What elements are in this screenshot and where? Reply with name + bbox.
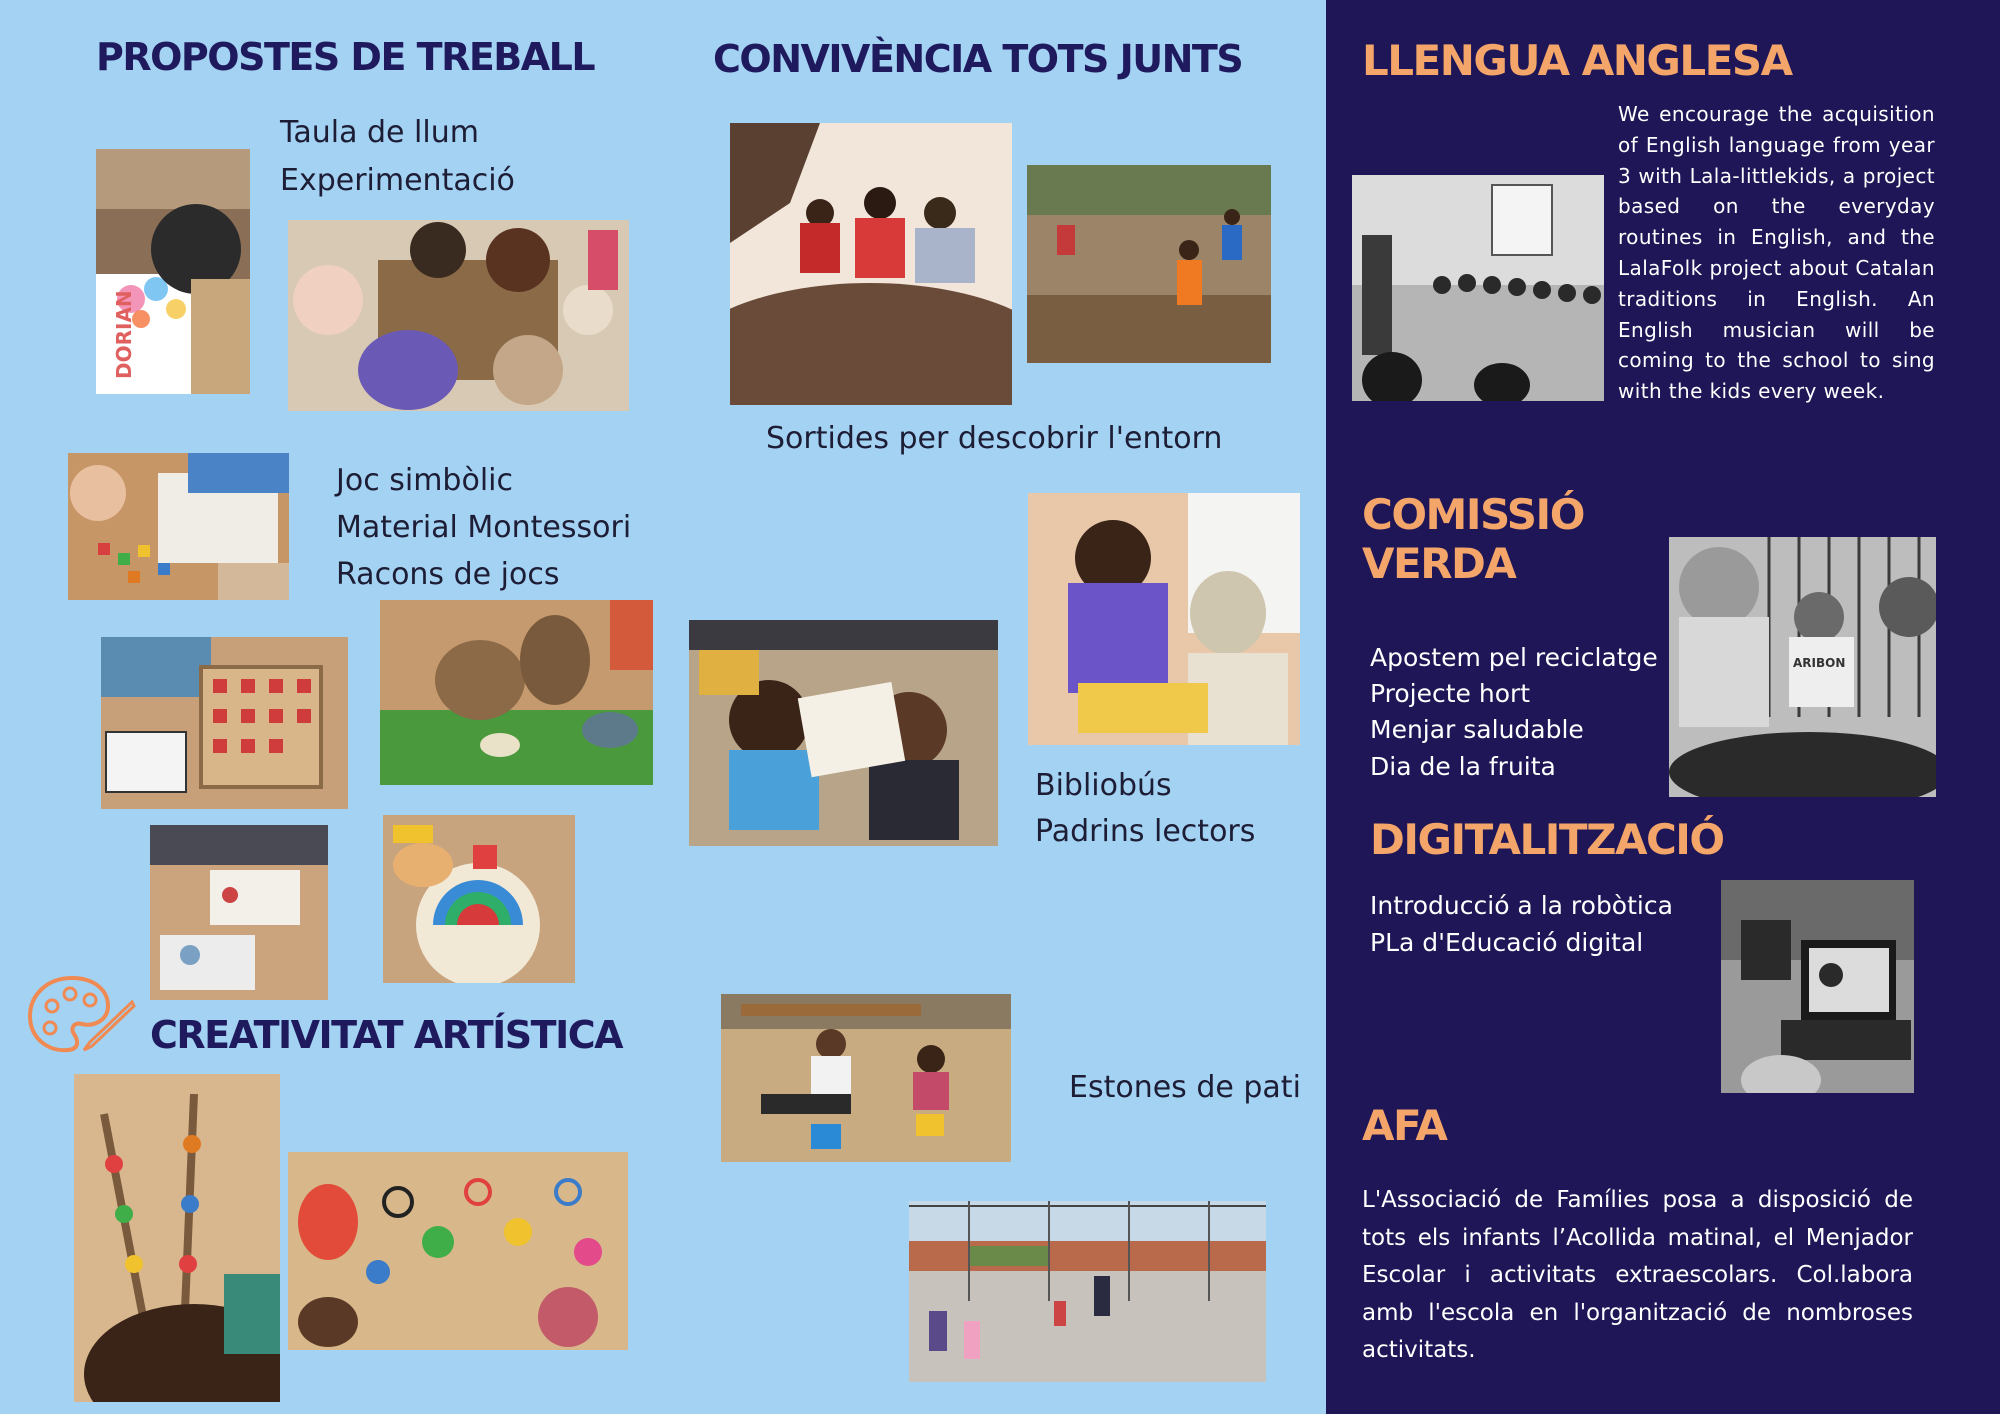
photo-symbolic-play — [68, 453, 289, 600]
palette-icon — [24, 972, 136, 1058]
photo-playground — [909, 1201, 1266, 1382]
propostes-title: PROPOSTES DE TREBALL — [96, 35, 595, 79]
photo-mural-painting — [288, 1152, 628, 1350]
comissio-title-line1: COMISSIÓ — [1362, 490, 1584, 539]
photo-english-class — [1352, 175, 1604, 401]
svg-text:ARIBON: ARIBON — [1793, 656, 1846, 670]
afa-text: L'Associació de Famílies posa a disposició de tots els infants l’Acollida matinal, el Menjador Escolar i activitats extraescolars. Col.labora amb l'escola en l'organització de nombroses activitats. — [1362, 1187, 1913, 1363]
svg-text:DORIAN: DORIAN — [112, 290, 136, 379]
photo-rainbow-puzzle — [383, 815, 575, 983]
photo-experimentation — [288, 220, 629, 411]
photo-reading-girls — [1028, 493, 1300, 745]
comissio-item-fruita: Dia de la fruita — [1370, 752, 1556, 781]
comissio-item-reciclatge: Apostem pel reciclatge — [1370, 643, 1658, 672]
photo-forest-climb — [1027, 165, 1271, 363]
photo-animal-diorama — [380, 600, 653, 785]
photo-laptop — [1721, 880, 1914, 1093]
convivencia-bibliobus: Bibliobús — [1035, 768, 1172, 803]
comissio-item-hort: Projecte hort — [1370, 679, 1531, 708]
propostes-item-joc-simbolic: Joc simbòlic — [336, 463, 513, 498]
digital-item-pla: PLa d'Educació digital — [1370, 928, 1644, 957]
photo-light-table — [96, 149, 250, 394]
convivencia-padrins: Padrins lectors — [1035, 814, 1256, 849]
photo-classroom-cards — [150, 825, 328, 1000]
photo-bead-craft — [74, 1074, 280, 1402]
propostes-item-racons: Racons de jocs — [336, 557, 560, 592]
digital-item-robotica: Introducció a la robòtica — [1370, 891, 1673, 920]
comissio-title-line2: VERDA — [1362, 539, 1516, 588]
convivencia-sortides: Sortides per descobrir l'entorn — [766, 421, 1223, 456]
photo-montessori — [101, 637, 348, 809]
propostes-item-taula: Taula de llum — [280, 115, 479, 150]
llengua-text: We encourage the acquisition of English language from year 3 with Lala-littlekids, a project based on the everyday routines in English, and the LalaFolk project about Catalan traditions in English. An English musician will be coming to the school to sing with the kids every week. — [1618, 102, 1935, 404]
propostes-item-experimentacio: Experimentació — [280, 163, 515, 198]
convivencia-pati: Estones de pati — [1069, 1070, 1301, 1105]
digital-title: DIGITALITZACIÓ — [1370, 815, 1724, 864]
llengua-title: LLENGUA ANGLESA — [1362, 36, 1792, 85]
convivencia-title: CONVIVÈNCIA TOTS JUNTS — [713, 37, 1243, 81]
photo-kids-on-rock — [730, 123, 1012, 405]
propostes-item-montessori: Material Montessori — [336, 510, 632, 545]
photo-sandbox — [721, 994, 1011, 1162]
photo-garden-kids — [1669, 537, 1936, 797]
photo-reading-pair — [689, 620, 998, 846]
comissio-item-menjar: Menjar saludable — [1370, 715, 1584, 744]
afa-title: AFA — [1362, 1101, 1447, 1150]
creativitat-title: CREATIVITAT ARTÍSTICA — [150, 1013, 622, 1057]
